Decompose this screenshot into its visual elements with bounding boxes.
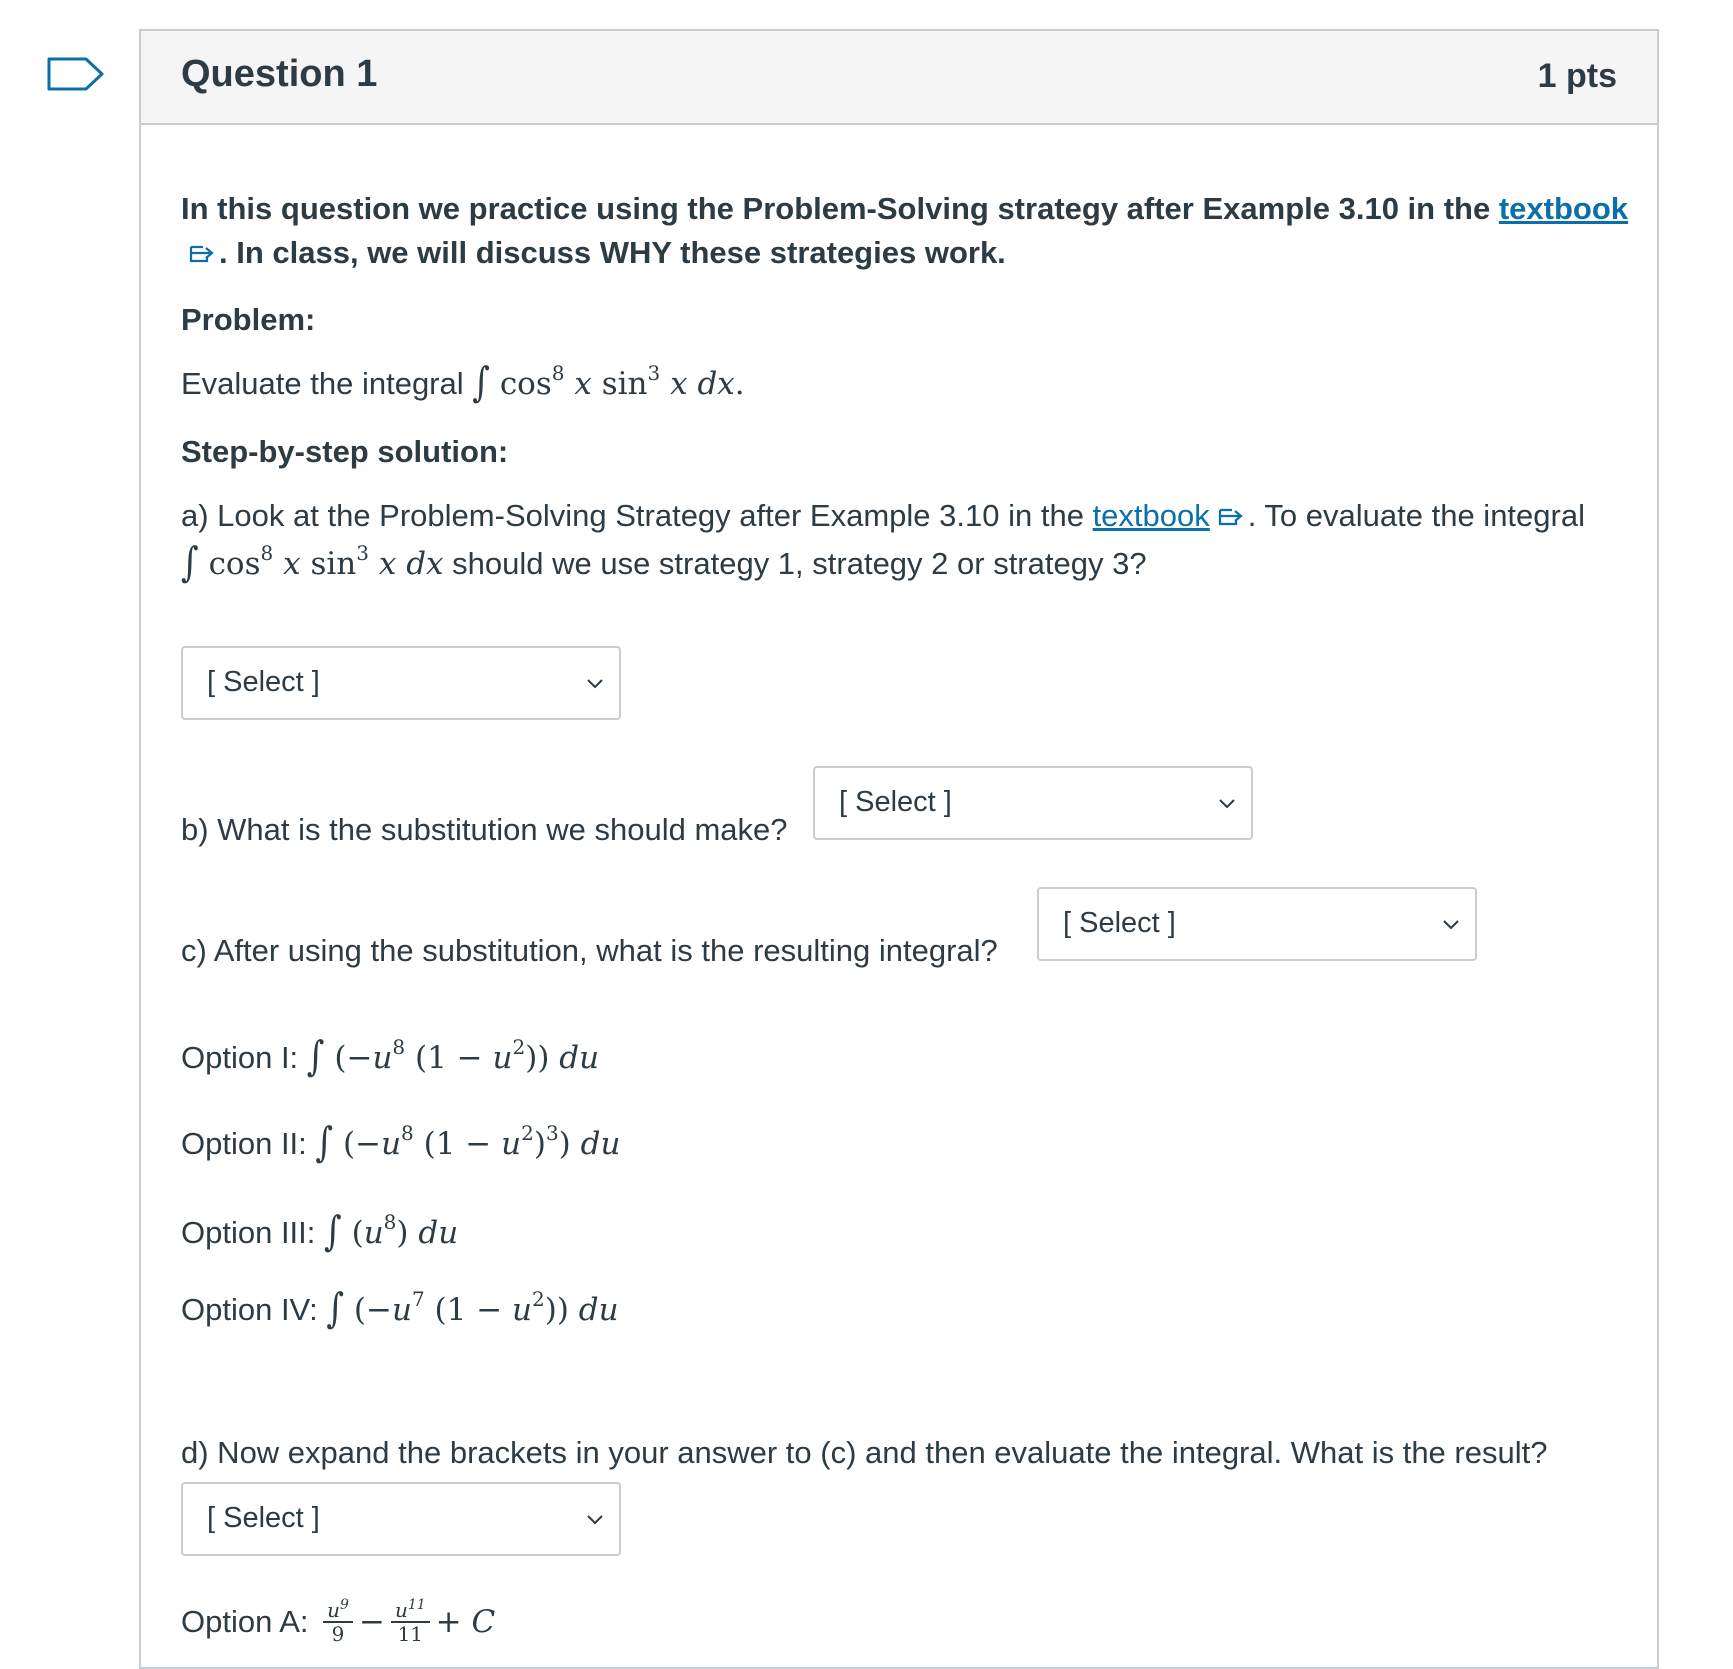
part-a-text-3: should we use strategy 1, strategy 2 or strategy 3? — [443, 546, 1147, 581]
part-c-text: c) After using the substitution, what is the resulting integral? — [181, 933, 998, 968]
part-a-select[interactable] — [181, 646, 621, 720]
question-points: 1 pts — [1537, 57, 1617, 95]
intro-line-2 — [181, 235, 1006, 271]
part-a-integral: ∫ $\cos^8 x$ $\sin^3 x$ dx — [181, 539, 444, 587]
textbook-link-intro[interactable]: textbook — [1498, 191, 1629, 226]
part-a-line-1 — [181, 498, 1585, 534]
part-c-select[interactable] — [1037, 887, 1477, 961]
chevron-down-icon — [585, 674, 605, 694]
problem-integral: ∫ $\cos^8 x$ $\sin^3 x$ dx. — [472, 359, 745, 407]
option-a-label: Option A: — [181, 1604, 318, 1639]
option-iii-label: Option III: — [181, 1215, 325, 1250]
chevron-down-icon — [1441, 915, 1461, 935]
part-b-text: b) What is the substitution we should make? — [181, 812, 788, 847]
question-header — [141, 31, 1657, 125]
option-i — [181, 1033, 600, 1081]
chevron-down-icon — [1217, 794, 1237, 814]
option-a: Option A: $\frac{u^9}{9}$ − $\frac{u^{11}}{11}$ + C — [181, 1597, 496, 1646]
chevron-down-icon — [585, 1510, 605, 1530]
part-a-select-label: [ Select ] — [207, 666, 320, 698]
textbook-link-part-a[interactable]: textbook — [1092, 498, 1210, 533]
external-link-icon — [187, 243, 217, 265]
option-i-label: Option I: — [181, 1040, 307, 1075]
option-iii-expression: ∫ $(u^8)$ du — [324, 1208, 459, 1256]
option-a-fraction-2: $\frac{u^{11}}{11}$ — [391, 1599, 430, 1645]
problem-heading: Problem: — [181, 302, 316, 337]
part-d-text: d) Now expand the brackets in your answer to (c) and then evaluate the integral. What is the result? — [181, 1435, 1548, 1470]
problem-statement — [181, 359, 745, 407]
question-card — [139, 29, 1659, 1669]
option-ii — [181, 1119, 621, 1167]
option-iv-expression: ∫ ($-u^7$ $(1 - u^2)$) du — [326, 1285, 619, 1333]
problem-text: Evaluate the integral — [181, 366, 473, 401]
part-c-select-label: [ Select ] — [1063, 907, 1176, 939]
intro-text-1: In this question we practice using the Problem-Solving strategy after Example 3.10 in the — [181, 191, 1499, 226]
option-iv — [181, 1285, 619, 1333]
part-d-select[interactable] — [181, 1482, 621, 1556]
intro-line-1 — [181, 191, 1628, 227]
option-iii — [181, 1208, 459, 1256]
option-ii-label: Option II: — [181, 1126, 316, 1161]
option-a-fraction-1: $\frac{u^9}{9}$ — [323, 1599, 353, 1645]
option-i-expression: ∫ ($-u^8$ $(1 - u^2)$) du — [306, 1033, 600, 1081]
solution-heading: Step-by-step solution: — [181, 434, 509, 469]
option-ii-expression: ∫ ($-u^8$ $(1 - u^2)^3$) du — [315, 1119, 621, 1167]
part-d-select-label: [ Select ] — [207, 1502, 320, 1534]
flag-question-icon[interactable] — [46, 56, 106, 92]
intro-text-2: . In class, we will discuss WHY these strategies work. — [219, 235, 1006, 270]
option-iv-label: Option IV: — [181, 1292, 327, 1327]
part-a-line-2 — [181, 539, 1147, 587]
question-title: Question 1 — [181, 53, 378, 95]
part-b-select-label: [ Select ] — [839, 786, 952, 818]
part-a-text-1: a) Look at the Problem-Solving Strategy after Example 3.10 in the — [181, 498, 1093, 533]
part-a-text-2: . To evaluate the integral — [1247, 498, 1585, 533]
part-b-select[interactable] — [813, 766, 1253, 840]
external-link-icon — [1216, 506, 1246, 528]
